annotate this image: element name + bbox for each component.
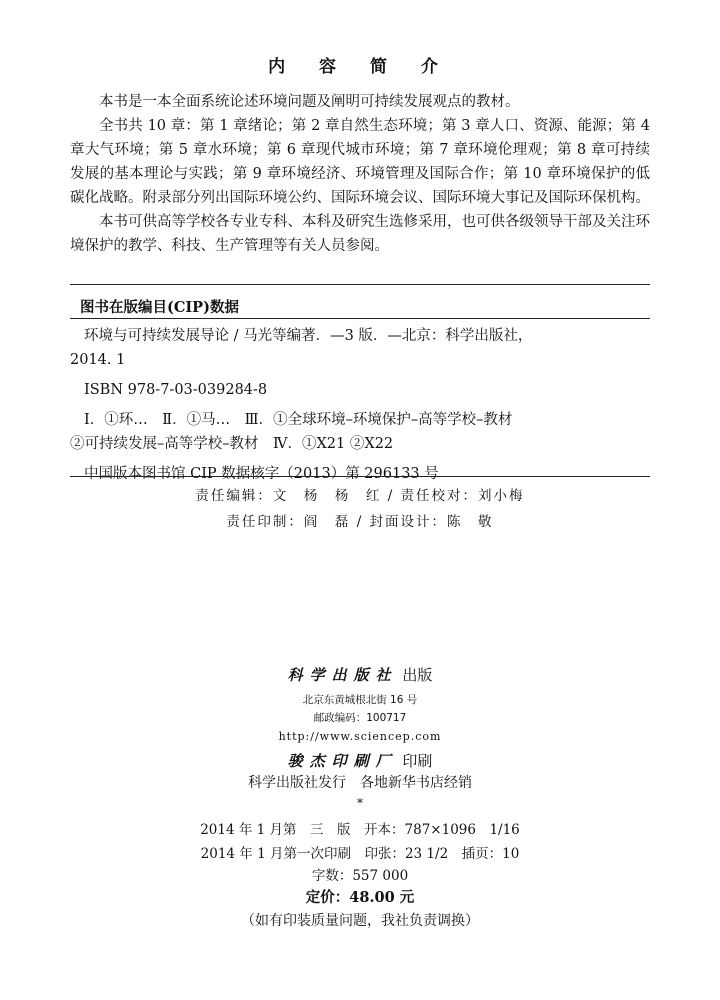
cip-title-line: 环境与可持续发展导论 / 马光等编著．—3 版．—北京：科学出版社，: [84, 328, 533, 344]
cip-subjects-cont: ②可持续发展–高等学校–教材 Ⅳ．①X21 ②X22: [70, 436, 394, 452]
printing-line: 2014 年 1 月第一次印刷 印张：23 1/2 插页：10: [200, 846, 520, 862]
intro-paragraph: 全书共 10 章：第 1 章绪论；第 2 章自然生态环境；第 3 章人口、资源、能源；第 4 章大气环境；第 5 章水环境；第 6 章现代城市环境；第 7 章环境伦理观；第 8 章可持续发展的基本理论与实践；第 9 章环境经济、环境管理及国际合作；第 10 章环境保护的低碳化战略。附录部分列出国际环境公约、国际环境会议、国际环境大事记及国际环保机构。: [70, 118, 650, 206]
divider: [70, 318, 650, 319]
editors-line: 责任印制：阎 磊 / 封面设计：陈 敬: [226, 514, 494, 530]
intro-paragraph: 本书可供高等学校各专业专科、本科及研究生选修采用，也可供各级领导干部及关注环境保护的教学、科技、生产管理等有关人员参阅。: [70, 214, 650, 254]
distribution-line: 科学出版社发行 各地新华书店经销: [248, 775, 472, 791]
cip-record: 中国版本图书馆 CIP 数据核字（2013）第 296133 号: [84, 466, 439, 482]
intro-heading: 内 容 简 介: [268, 57, 452, 77]
cip-title: 图书在版编目(CIP)数据: [80, 299, 239, 316]
publisher-logo: 科学出版社: [287, 666, 398, 684]
cip-isbn: ISBN 978-7-03-039284-8: [84, 382, 268, 398]
edition-line: 2014 年 1 月第 三 版 开本：787×1096 1/16: [200, 822, 520, 838]
printer-line: [0, 750, 720, 771]
publisher-address: 北京东黄城根北街 16 号: [302, 694, 418, 706]
intro-section: [70, 90, 650, 258]
printer-logo: 骏杰印刷厂: [287, 752, 398, 770]
cip-subjects: Ⅰ．①环… Ⅱ．①马… Ⅲ．①全球环境–环境保护–高等学校–教材: [84, 412, 513, 428]
divider: [70, 476, 650, 477]
price: 定价：48.00 元: [305, 889, 415, 906]
publisher-url: http://www.sciencep.com: [278, 730, 442, 743]
publisher-zip: 邮政编码：100717: [313, 712, 407, 724]
separator-star: *: [357, 796, 363, 810]
printer-suffix: 印刷: [402, 752, 433, 770]
word-count: 字数：557 000: [311, 868, 409, 884]
publisher-line: [0, 664, 720, 685]
quality-notice: （如有印装质量问题，我社负责调换）: [241, 913, 479, 929]
publisher-suffix: 出版: [402, 666, 433, 684]
cip-date-line: 2014. 1: [70, 352, 126, 368]
intro-paragraph: 本书是一本全面系统论述环境问题及阐明可持续发展观点的教材。: [99, 94, 520, 110]
cip-block: [70, 324, 650, 486]
editors-line: 责任编辑：文 杨 杨 红 / 责任校对：刘小梅: [195, 488, 525, 504]
divider: [70, 284, 650, 285]
